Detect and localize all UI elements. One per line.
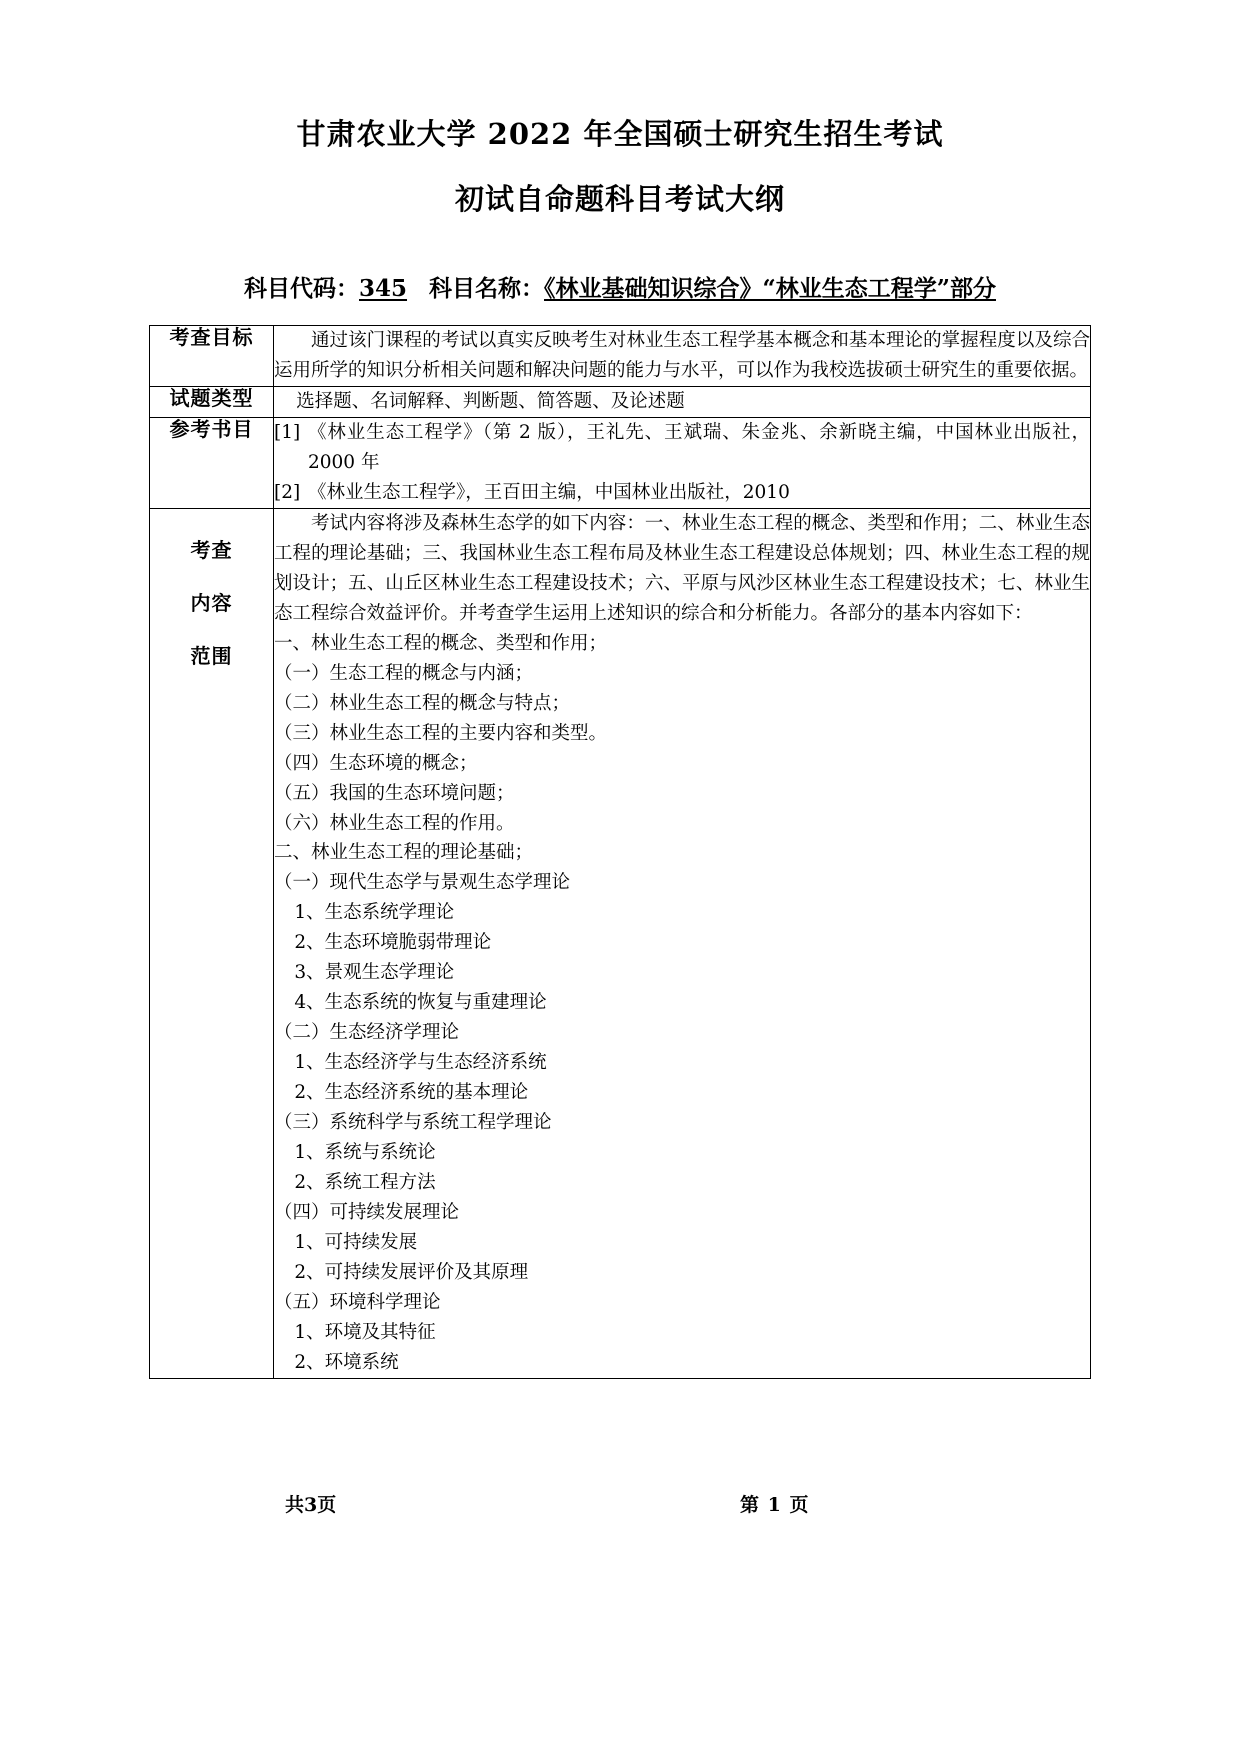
footer-total-pages: 共3页 [285, 1494, 337, 1516]
content-outline-item: 1、生态经济学与生态经济系统 [294, 1052, 547, 1074]
content-outline-item: 二、林业生态工程的理论基础； [274, 842, 534, 864]
content-intro-text: 考试内容将涉及森林生态学的如下内容：一、林业生态工程的概念、类型和作用；二、林业生态工程的理论基础；三、我国林业生态工程布局及林业生态工程建设总体规划；四、林业生态工程的规划设计；五、山丘区林业生态工程建设技术；六、平原与风沙区林业生态工程建设技术；七、林业生态工程综合效益评价。并考查学生运用上述知识的综合和分析能力。各部分的基本内容如下： [274, 512, 1090, 624]
content-outline-item: （五）我国的生态环境问题； [274, 782, 515, 804]
content-outline-item: 3、景观生态学理论 [294, 962, 455, 984]
row-label-question-types: 试题类型 [150, 386, 274, 417]
content-outline-item: 4、生态系统的恢复与重建理论 [294, 992, 547, 1014]
content-outline-item: 1、环境及其特征 [294, 1321, 436, 1343]
content-outline-item: （三）林业生态工程的主要内容和类型。 [274, 722, 608, 744]
row-label-exam-objective: 考查目标 [150, 326, 274, 387]
reference-item [274, 478, 1090, 508]
content-outline-item: （二）林业生态工程的概念与特点； [274, 692, 571, 714]
content-outline-item: 2、生态环境脆弱带理论 [294, 932, 492, 954]
table-row-exam-objective [150, 326, 1091, 387]
content-outline-item: （三）系统科学与系统工程学理论 [274, 1112, 552, 1134]
row-body-content-scope [274, 508, 1091, 1378]
content-outline-item: （五）环境科学理论 [274, 1292, 441, 1313]
subject-name-value: 《林业基础知识综合》“林业生态工程学”部分 [544, 275, 996, 302]
document-title [0, 117, 1240, 216]
content-outline-item: （四）可持续发展理论 [274, 1202, 460, 1224]
reference-item [274, 418, 1090, 478]
row-body-references [274, 417, 1091, 508]
syllabus-table [149, 325, 1091, 1379]
subject-code-value: 345 [359, 275, 408, 302]
title-line-1: 甘肃农业大学 2022 年全国硕士研究生招生考试 [296, 117, 944, 151]
content-outline-item: 2、系统工程方法 [294, 1172, 436, 1194]
row-label-content-scope: 考查 内容 范围 [150, 508, 274, 1378]
content-outline-item: 一、林业生态工程的概念、类型和作用； [274, 632, 608, 654]
question-types-text: 选择题、名词解释、判断题、简答题、及论述题 [296, 390, 685, 412]
reference-number: [1] [274, 421, 301, 443]
content-outline-item: 2、环境系统 [294, 1351, 399, 1373]
reference-number: [2] [274, 481, 301, 503]
row-label-references: 参考书目 [150, 417, 274, 508]
row-body-question-types [274, 386, 1091, 417]
content-outline-item: （一）现代生态学与景观生态学理论 [274, 872, 571, 894]
footer-page-number: 第 1 页 [740, 1494, 810, 1516]
subject-header [0, 270, 1240, 303]
content-outline-item: 2、可持续发展评价及其原理 [294, 1262, 529, 1284]
content-outline-item: 1、可持续发展 [294, 1232, 418, 1254]
title-line-2: 初试自命题科目考试大纲 [454, 182, 785, 216]
reference-text: 《林业生态工程学》（第 2 版），王礼先、王斌瑞、朱金兆、余新晓主编，中国林业出版社，2000 年 [308, 421, 1090, 473]
content-outline-item: 1、生态系统学理论 [294, 902, 455, 924]
content-outline-item: （一）生态工程的概念与内涵； [274, 662, 534, 684]
reference-text: 《林业生态工程学》，王百田主编，中国林业出版社，2010 [308, 481, 790, 503]
content-outline-item: 1、系统与系统论 [294, 1142, 436, 1164]
content-outline-item: 2、生态经济系统的基本理论 [294, 1082, 529, 1104]
table-row-references [150, 417, 1091, 508]
content-outline-item: （四）生态环境的概念； [274, 752, 478, 774]
subject-code-label: 科目代码： [244, 275, 359, 302]
content-outline-list [274, 629, 1090, 1378]
subject-name-label: 科目名称： [429, 275, 545, 302]
content-outline-item: （二）生态经济学理论 [274, 1022, 460, 1044]
exam-objective-text: 通过该门课程的考试以真实反映考生对林业生态工程学基本概念和基本理论的掌握程度以及综合运用所学的知识分析相关问题和解决问题的能力与水平，可以作为我校选拔硕士研究生的重要依据。 [274, 330, 1090, 381]
content-outline-item: （六）林业生态工程的作用。 [274, 812, 515, 834]
row-body-exam-objective [274, 326, 1091, 387]
table-row-question-types [150, 386, 1091, 417]
table-row-content-scope [150, 508, 1091, 1378]
